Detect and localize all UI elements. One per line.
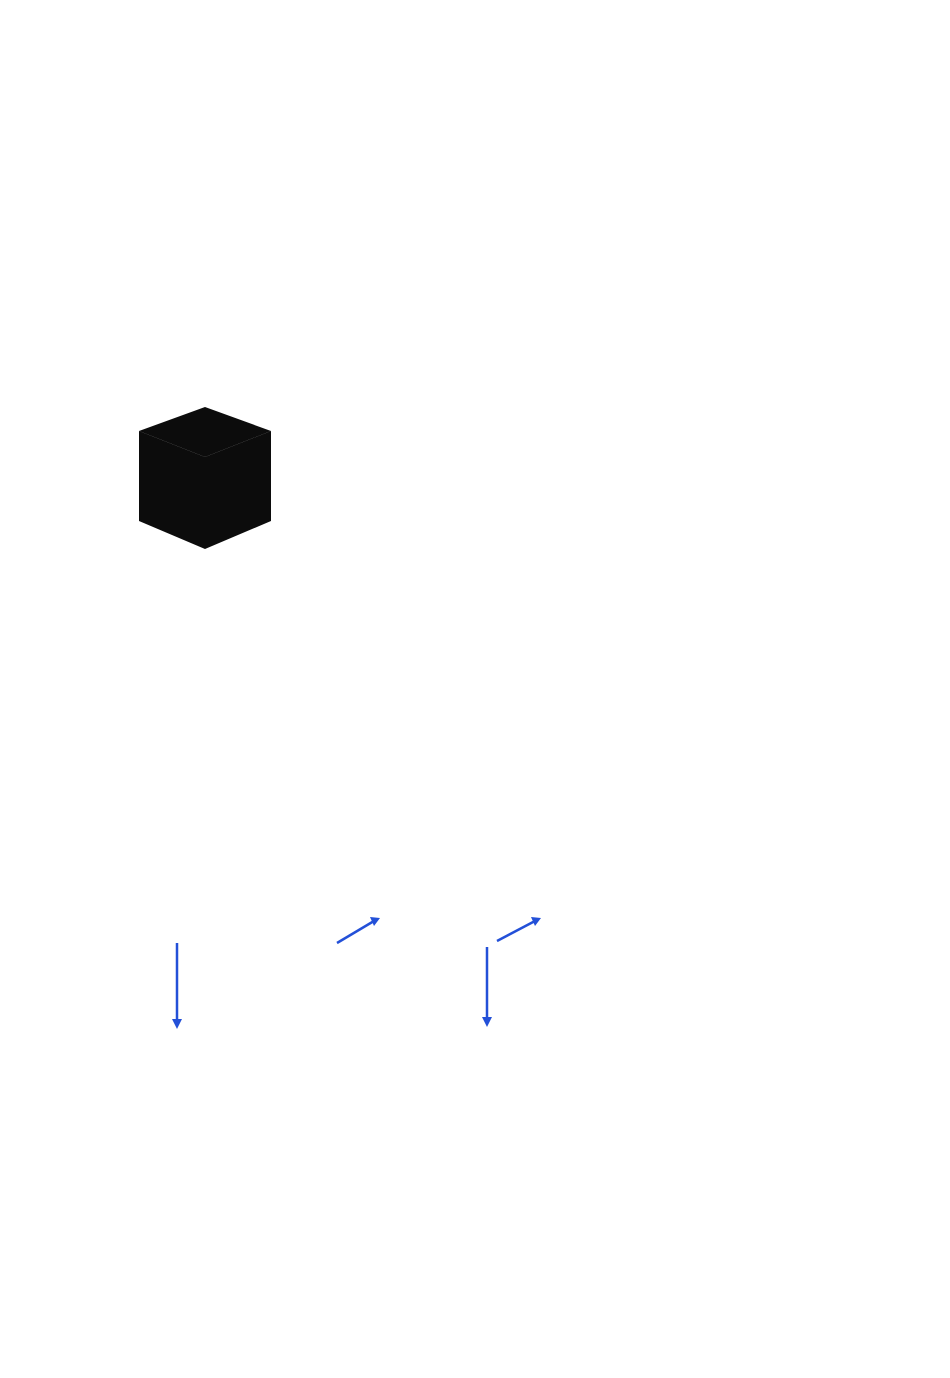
- m-move-diagram: [137, 905, 277, 1047]
- m2-move-diagram: [447, 905, 587, 1047]
- m-move-diagrams: [137, 905, 607, 1050]
- down-arrow-icon: [172, 1019, 182, 1029]
- rubiks-cube-image: [135, 405, 275, 550]
- m-prime-move-diagram: [292, 905, 432, 1047]
- down-arrow-icon: [482, 1017, 492, 1027]
